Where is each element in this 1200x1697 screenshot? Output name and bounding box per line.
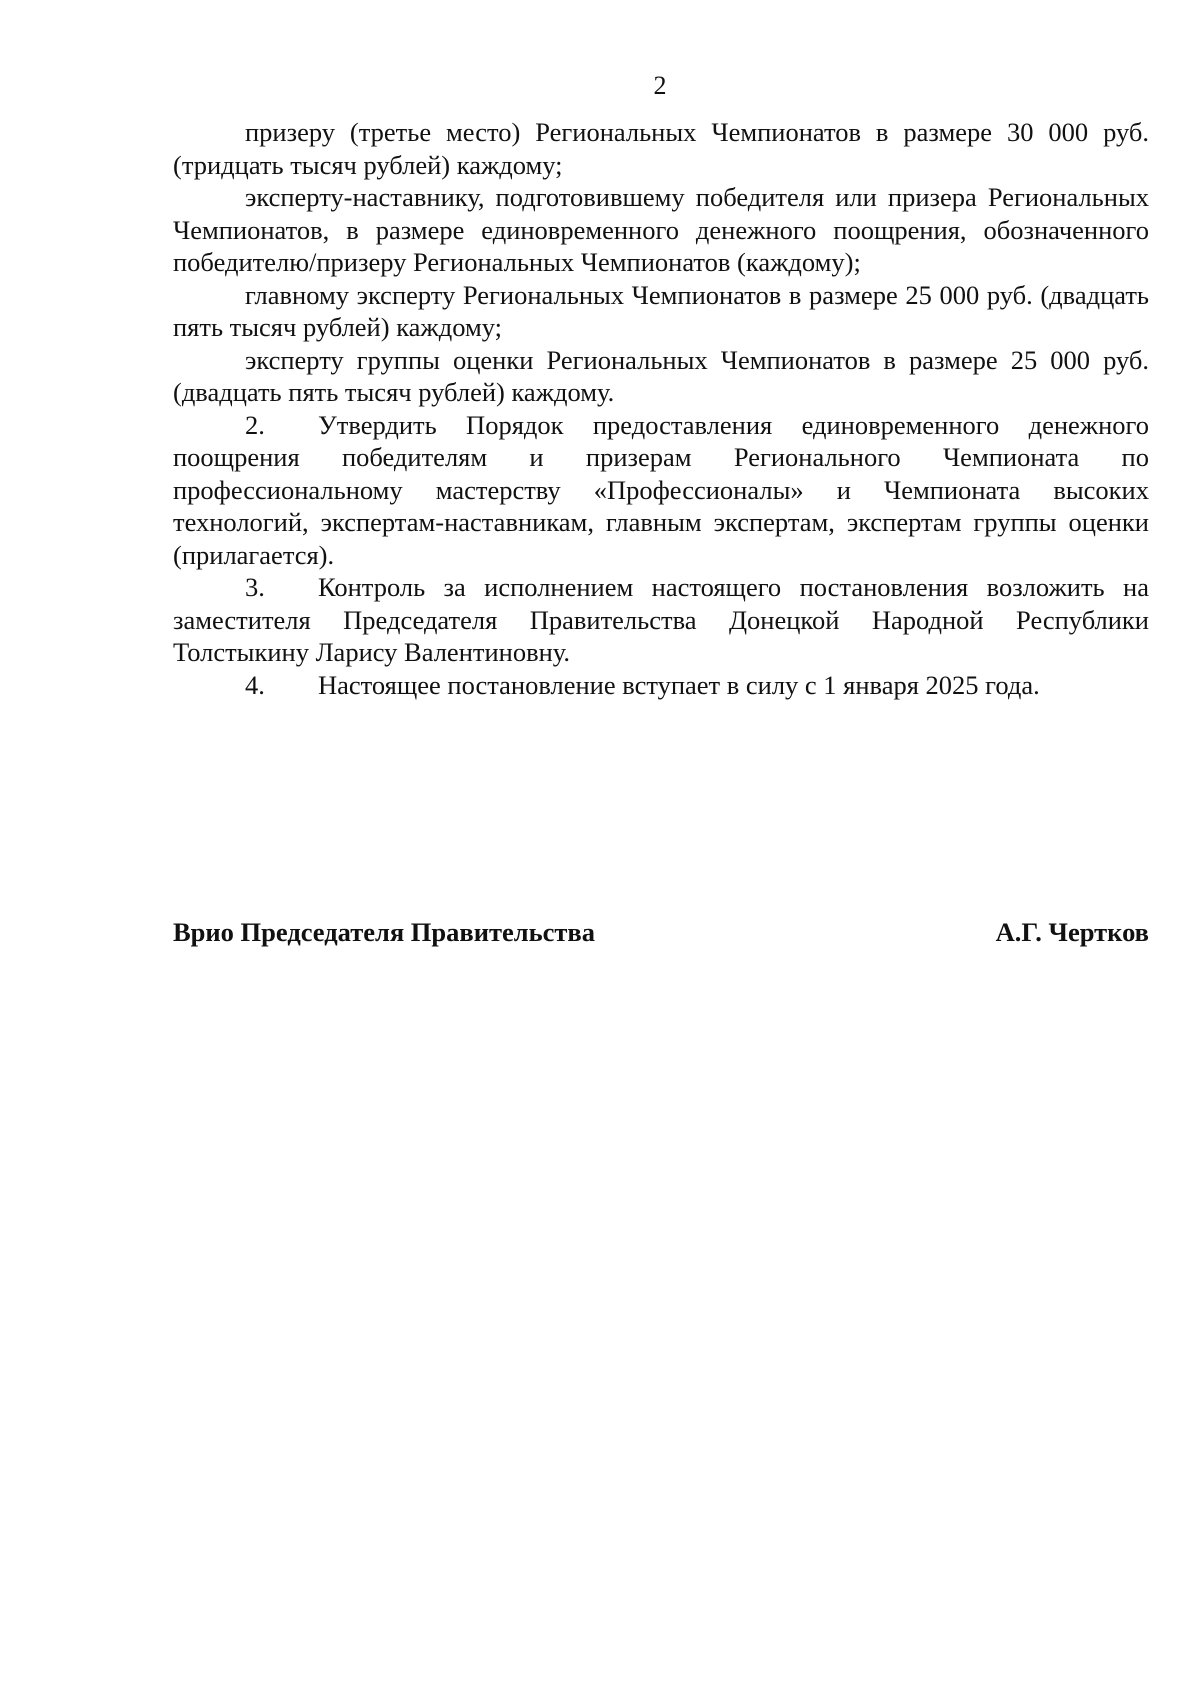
item-text: Контроль за исполнением настоящего постановления возложить на заместителя Председателя Правительства Донецкой Народной Республики Толстыкину Ларису Валентиновну. (173, 572, 1149, 667)
item-number: 4. (245, 669, 265, 700)
bullet-paragraph: главному эксперту Региональных Чемпионатов в размере 25 000 руб. (двадцать пять тысяч рублей) каждому; (173, 279, 1149, 342)
numbered-item-2 (173, 409, 1149, 572)
signature-block (173, 916, 1149, 948)
bullet-paragraph: эксперту-наставнику, подготовившему победителя или призера Региональных Чемпионатов, в размере единовременного денежного поощрения, обозначенного победителю/призеру Региональных Чемпионатов (каждому); (173, 182, 1149, 277)
bullet-paragraph: призеру (третье место) Региональных Чемпионатов в размере 30 000 руб. (тридцать тысяч рублей) каждому; (173, 117, 1149, 180)
signatory-name: А.Г. Чертков (995, 917, 1149, 947)
bullet-paragraph: эксперту группы оценки Региональных Чемпионатов в размере 25 000 руб. (двадцать пять тысяч рублей) каждому. (173, 344, 1149, 407)
item-number: 2. (245, 409, 265, 440)
numbered-item-4 (173, 669, 1149, 702)
item-text: Настоящее постановление вступает в силу с 1 января 2025 года. (318, 669, 1040, 700)
numbered-item-3 (173, 571, 1149, 669)
document-body (173, 116, 1149, 701)
item-text: Утвердить Порядок предоставления единовременного денежного поощрения победителям и призерам Регионального Чемпионата по профессиональному мастерству «Профессионалы» и Чемпионата высоких технологий, экспертам-наставникам, главным экспертам, экспертам группы оценки (прилагается). (173, 409, 1149, 570)
page-number: 2 (653, 71, 667, 100)
signatory-position: Врио Председателя Правительства (173, 917, 595, 947)
item-number: 3. (245, 572, 265, 602)
